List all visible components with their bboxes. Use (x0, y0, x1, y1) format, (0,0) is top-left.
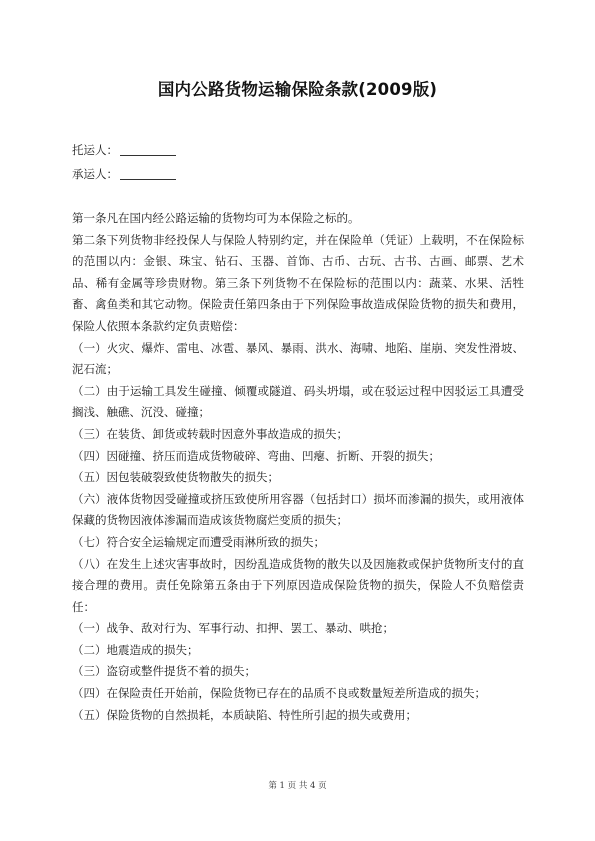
shipper-label: 托运人： (72, 143, 118, 157)
carrier-blank-line (120, 167, 176, 180)
paragraph: （五）因包装破裂致使货物散失的损失； (72, 470, 279, 485)
paragraph: （四）在保险责任开始前，保险货物已存在的品质不良或数量短差所造成的损失； (72, 686, 486, 701)
paragraph: （八）在发生上述灾害事故时，因纷乱造成货物的散失以及因施救或保护货物所支付的直接合理的费用。责任免除第五条由于下列原因造成保险货物的损失，保险人不负赔偿责任： (72, 556, 524, 614)
carrier-label: 承运人： (72, 167, 118, 181)
paragraph: （三）盗窃或整件提货不着的损失； (72, 664, 256, 679)
paragraph: （二）地震造成的损失； (72, 642, 199, 657)
paragraph: 第二条下列货物非经投保人与保险人特别约定，并在保险单（凭证）上载明，不在保险标的范围以内：金银、珠宝、钻石、玉器、首饰、古币、古玩、古书、古画、邮票、艺术品、稀有金属等珍贵财物。第三条下列货物不在保险标的范围以内：蔬菜、水果、活牲畜、禽鱼类和其它动物。保险责任第四条由于下列保险事故造成保险货物的损失和费用，保险人依照本条款约定负责赔偿： (72, 232, 524, 333)
carrier-field (72, 166, 176, 182)
paragraph: （二）由于运输工具发生碰撞、倾覆或隧道、码头坍塌，或在驳运过程中因驳运工具遭受搁浅、触礁、沉没、碰撞； (72, 383, 524, 420)
paragraph: （一）战争、敌对行为、军事行动、扣押、罢工、暴动、哄抢； (72, 621, 394, 636)
shipper-blank-line (120, 143, 176, 156)
document-title: 国内公路货物运输保险条款(2009版) (157, 80, 438, 99)
clause-body (72, 208, 524, 726)
page-number-footer: 第 1 页 共 4 页 (268, 781, 327, 791)
paragraph: （一）火灾、爆炸、雷电、冰雹、暴风、暴雨、洪水、海啸、地陷、崖崩、突发性滑坡、泥石流； (72, 340, 524, 377)
paragraph: 第一条凡在国内经公路运输的货物均可为本保险之标的。 (72, 211, 360, 225)
shipper-field (72, 142, 176, 158)
paragraph: （七）符合安全运输规定而遭受雨淋所致的损失； (72, 534, 325, 549)
paragraph: （三）在装货、卸货或转载时因意外事故造成的损失； (72, 426, 348, 441)
paragraph: （五）保险货物的自然损耗，本质缺陷、特性所引起的损失或费用； (72, 707, 417, 722)
paragraph: （四）因碰撞、挤压而造成货物破碎、弯曲、凹瘪、折断、开裂的损失； (72, 448, 440, 463)
paragraph: （六）液体货物因受碰撞或挤压致使所用容器（包括封口）损坏而渗漏的损失，或用液体保藏的货物因液体渗漏而造成该货物腐烂变质的损失； (72, 491, 524, 528)
